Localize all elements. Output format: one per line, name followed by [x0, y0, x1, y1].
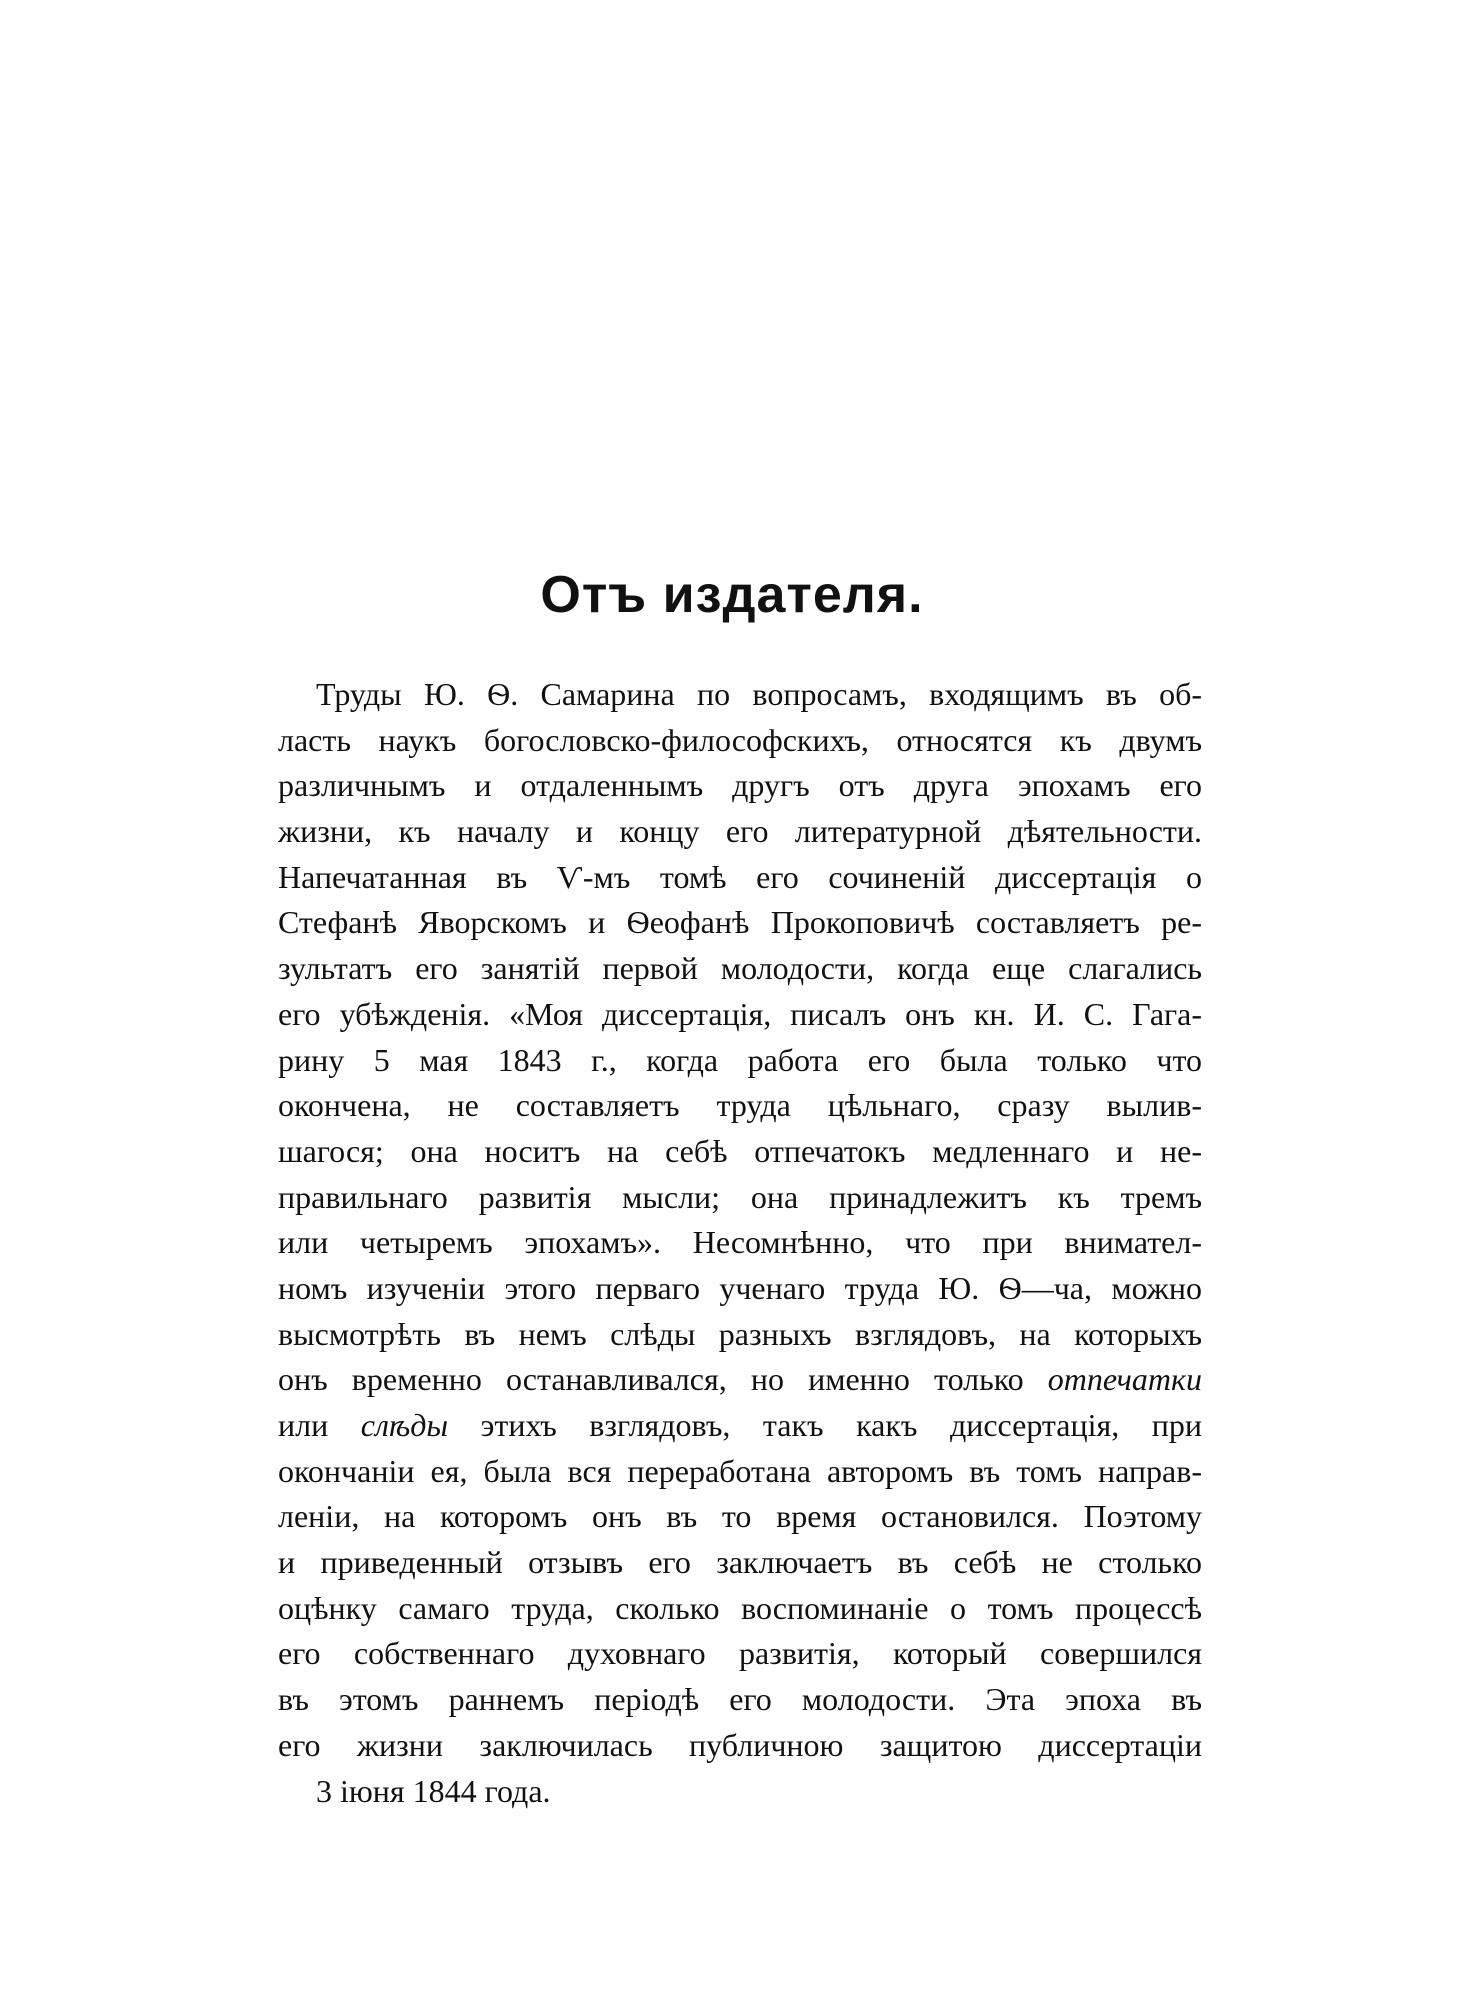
text-line: зультатъ его занятій первой молодости, когда еще слагались: [278, 950, 1202, 987]
text-line: жизни, къ началу и концу его литературной дѣятельности.: [278, 813, 1202, 850]
text-line: окончена, не составляетъ труда цѣльнаго, сразу вылив-: [278, 1087, 1202, 1124]
text-line: его убѣжденія. «Моя диссертація, писалъ онъ кн. И. С. Гага-: [278, 995, 1202, 1032]
italic-word: отпечатки: [1047, 1361, 1202, 1398]
text-line: правильнаго развитія мысли; она принадлежитъ къ тремъ: [278, 1178, 1202, 1215]
text-line: ласть наукъ богословско-философскихъ, относятся къ двумъ: [278, 721, 1202, 758]
text-line: шагося; она носитъ на себѣ отпечатокъ медленнаго и не-: [278, 1132, 1202, 1169]
text-line: и приведенный отзывъ его заключаетъ въ себѣ не столько: [278, 1544, 1202, 1581]
page-title: Отъ издателя.: [540, 566, 924, 624]
italic-word: слѣды: [360, 1407, 449, 1443]
text-line: номъ изученіи этого перваго ученаго труда Ю. Ѳ—ча, можно: [278, 1269, 1202, 1306]
text-line-with-italic: [278, 1357, 1202, 1403]
text-line: высмотрѣть въ немъ слѣды разныхъ взглядовъ, на которыхъ: [278, 1315, 1202, 1352]
text-line: леніи, на которомъ онъ въ то время остановился. Поэтому: [278, 1498, 1202, 1535]
text-line: его собственнаго духовнаго развитія, который совершился: [278, 1635, 1202, 1672]
text-segment: или: [278, 1407, 361, 1443]
text-line: его жизни заключилась публичною защитою диссертаціи: [278, 1726, 1202, 1763]
text-segment: этихъ взглядовъ, такъ какъ диссертація, при: [448, 1407, 1202, 1443]
body-paragraph: [278, 672, 1202, 1814]
text-line-last: 3 іюня 1844 года.: [316, 1772, 551, 1809]
text-line: Стефанѣ Яворскомъ и Ѳеофанѣ Прокоповичѣ составляетъ ре-: [278, 904, 1202, 941]
text-line: въ этомъ раннемъ періодѣ его молодости. Эта эпоха въ: [278, 1681, 1202, 1718]
text-line: окончаніи ея, была вся переработана авторомъ въ томъ направ-: [278, 1452, 1202, 1489]
text-line: или четыремъ эпохамъ». Несомнѣнно, что при внимател-: [278, 1224, 1202, 1261]
text-segment: онъ временно останавливался, но именно только: [278, 1361, 1048, 1398]
text-line: оцѣнку самаго труда, сколько воспоминаніе о томъ процессѣ: [278, 1589, 1202, 1626]
text-line: Труды Ю. Ѳ. Самарина по вопросамъ, входящимъ въ об-: [316, 676, 1202, 712]
text-line: различнымъ и отдаленнымъ другъ отъ друга эпохамъ его: [278, 767, 1202, 804]
text-line: Напечатанная въ Ѵ-мъ томѣ его сочиненій диссертація о: [278, 858, 1202, 895]
text-line-with-italic: [278, 1403, 1202, 1449]
text-line: рину 5 мая 1843 г., когда работа его была только что: [278, 1041, 1202, 1078]
